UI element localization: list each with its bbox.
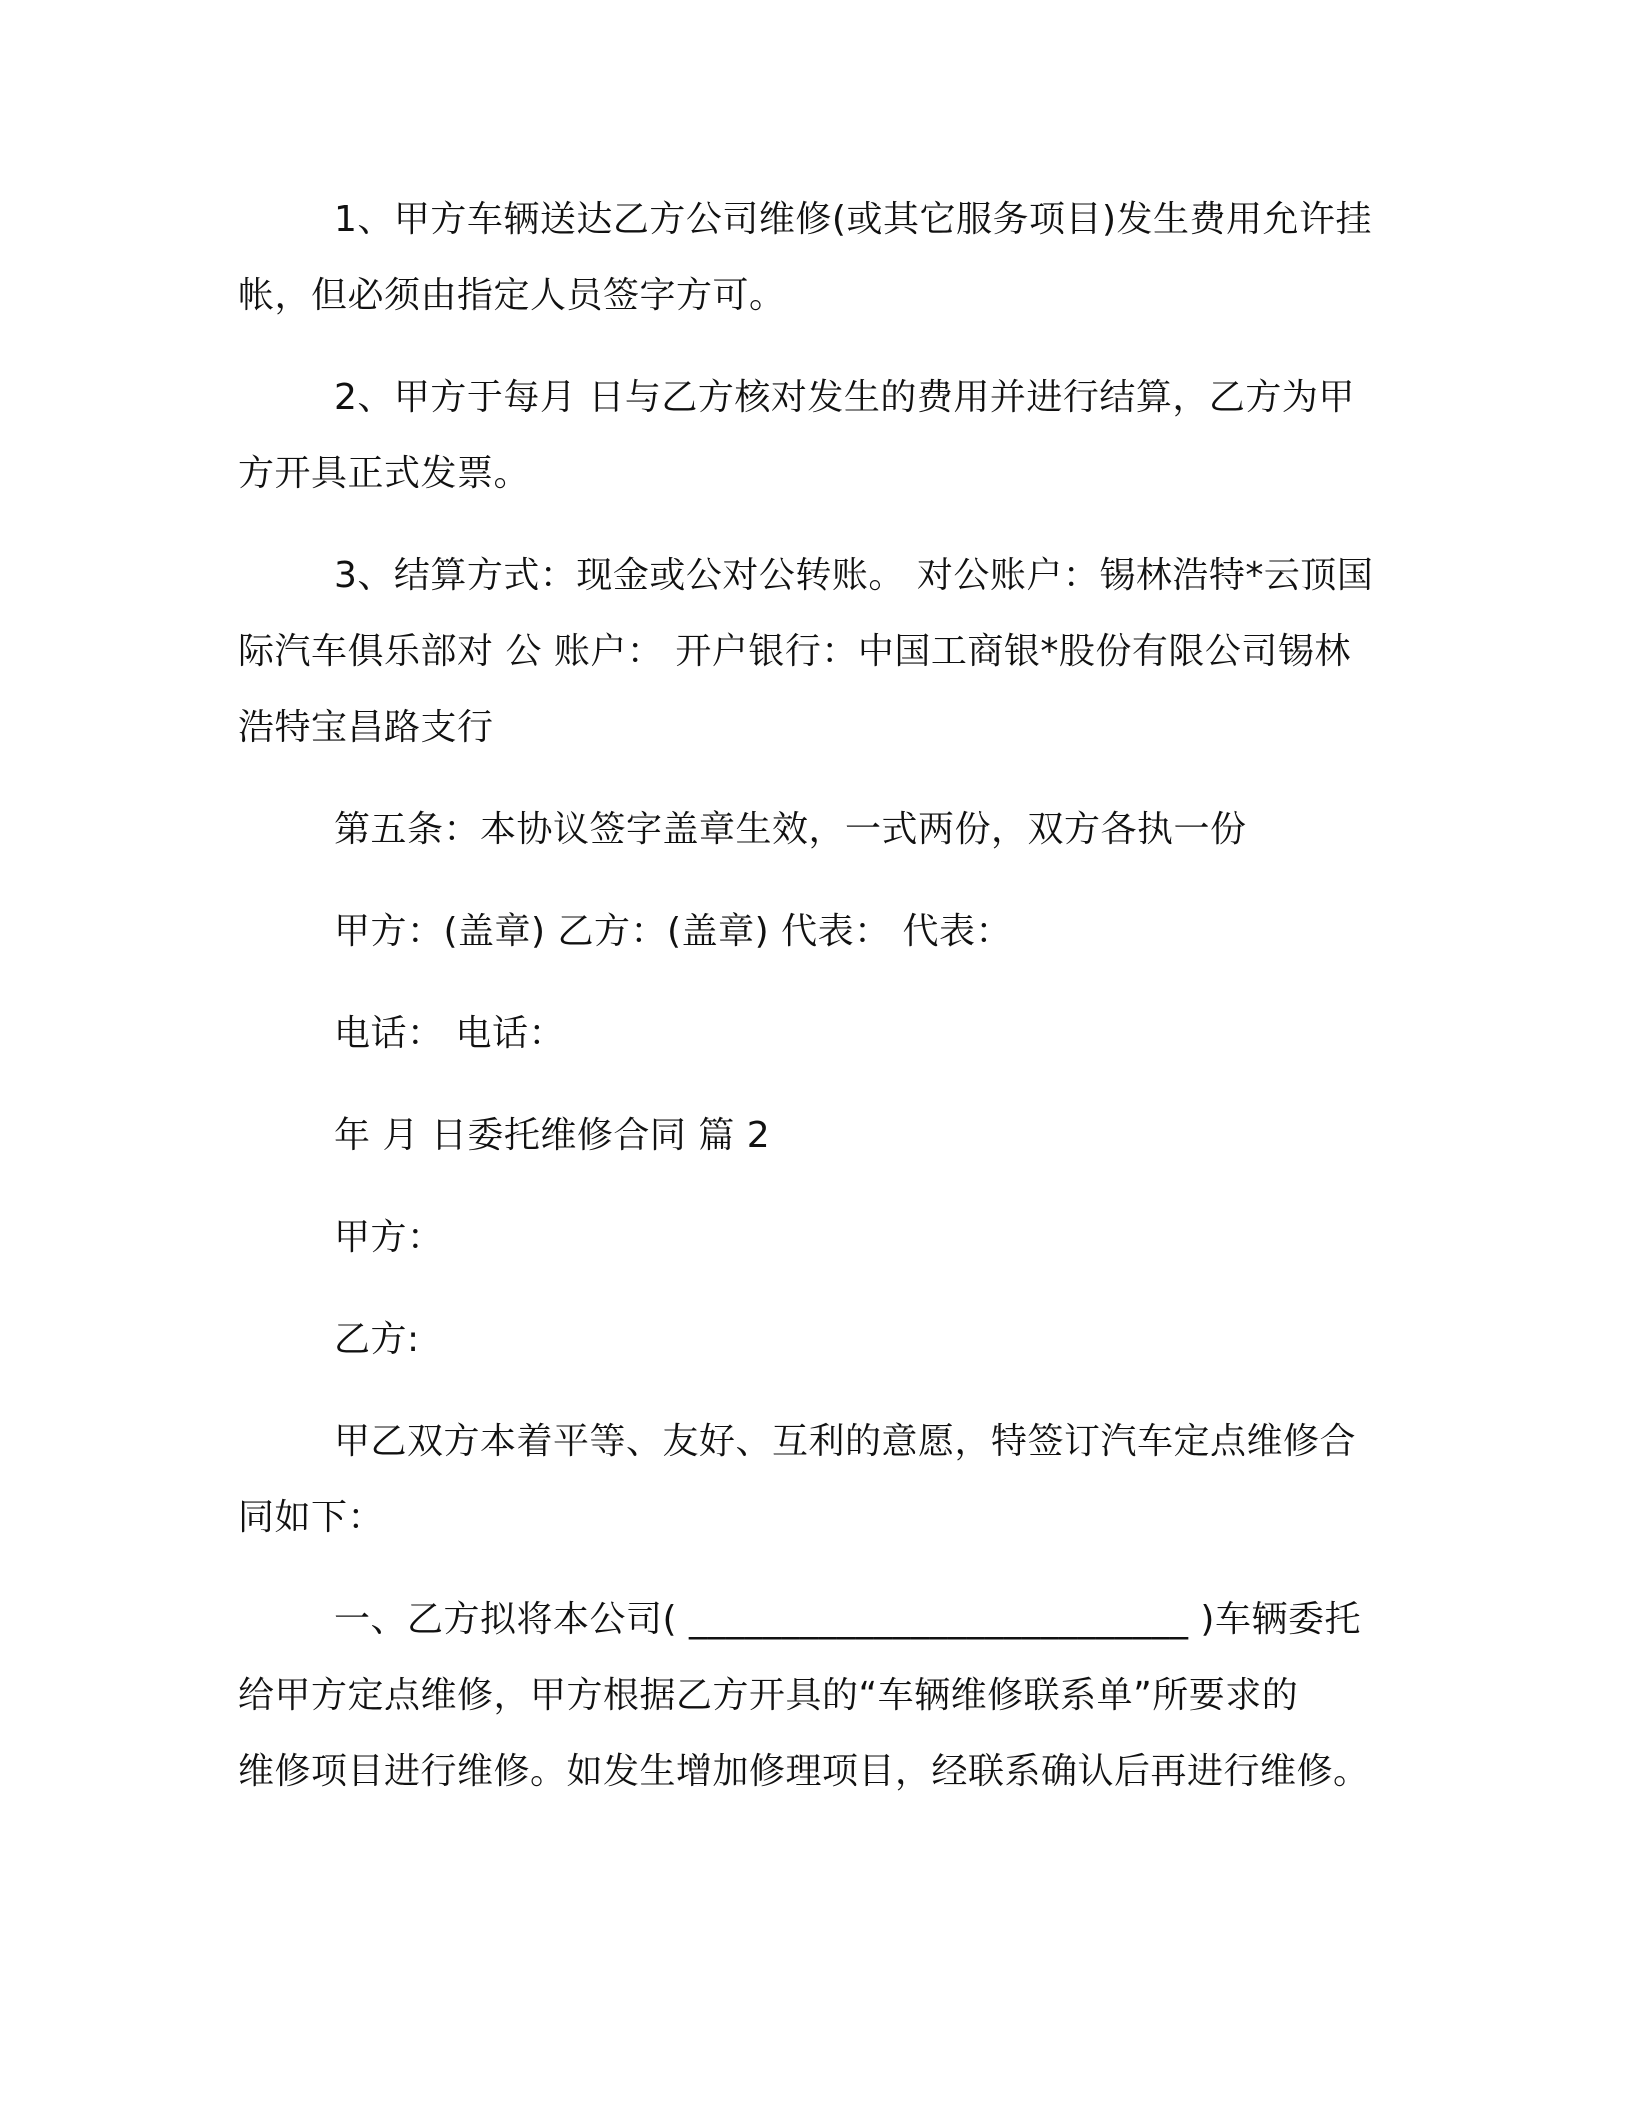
phone-line: 电话： 电话： [334, 1013, 565, 1054]
section-1-line-1: 一、乙方拟将本公司( ___________________________ )车辆委托 [334, 1599, 1361, 1640]
section-1-line-3: 维修项目进行维修。如发生增加修理项目，经联系确认后再进行维修。 [238, 1751, 1370, 1792]
clause-1-line-2: 帐，但必须由指定人员签字方可。 [238, 275, 786, 316]
contract-2-title: 年 月 日委托维修合同 篇 2 [334, 1115, 771, 1156]
clause-1-line-1: 1、甲方车辆送达乙方公司维修(或其它服务项目)发生费用允许挂 [334, 199, 1372, 240]
party-b-line: 乙方: [334, 1319, 420, 1360]
party-a-line: 甲方： [334, 1217, 444, 1258]
preamble-line-1: 甲乙双方本着平等、友好、互利的意愿，特签订汽车定点维修合 [334, 1421, 1357, 1462]
clause-3-line-1: 3、结算方式：现金或公对公转账。 对公账户：锡林浩特*云顶国 [334, 555, 1374, 596]
clause-3-line-3: 浩特宝昌路支行 [238, 707, 494, 748]
preamble-line-2: 同如下： [238, 1497, 385, 1538]
clause-2-line-2: 方开具正式发票。 [238, 453, 531, 494]
clause-2-line-1: 2、甲方于每月 日与乙方核对发生的费用并进行结算，乙方为甲 [334, 377, 1355, 418]
section-1-line-2: 给甲方定点维修，甲方根据乙方开具的“车辆维修联系单”所要求的 [238, 1675, 1299, 1716]
signature-line: 甲方：(盖章) 乙方：(盖章) 代表： 代表： [334, 911, 1013, 952]
clause-3-line-2: 际汽车俱乐部对 公 账户： 开户银行：中国工商银*股份有限公司锡林 [238, 631, 1351, 672]
article-five: 第五条：本协议签字盖章生效，一式两份，双方各执一份 [334, 809, 1247, 850]
